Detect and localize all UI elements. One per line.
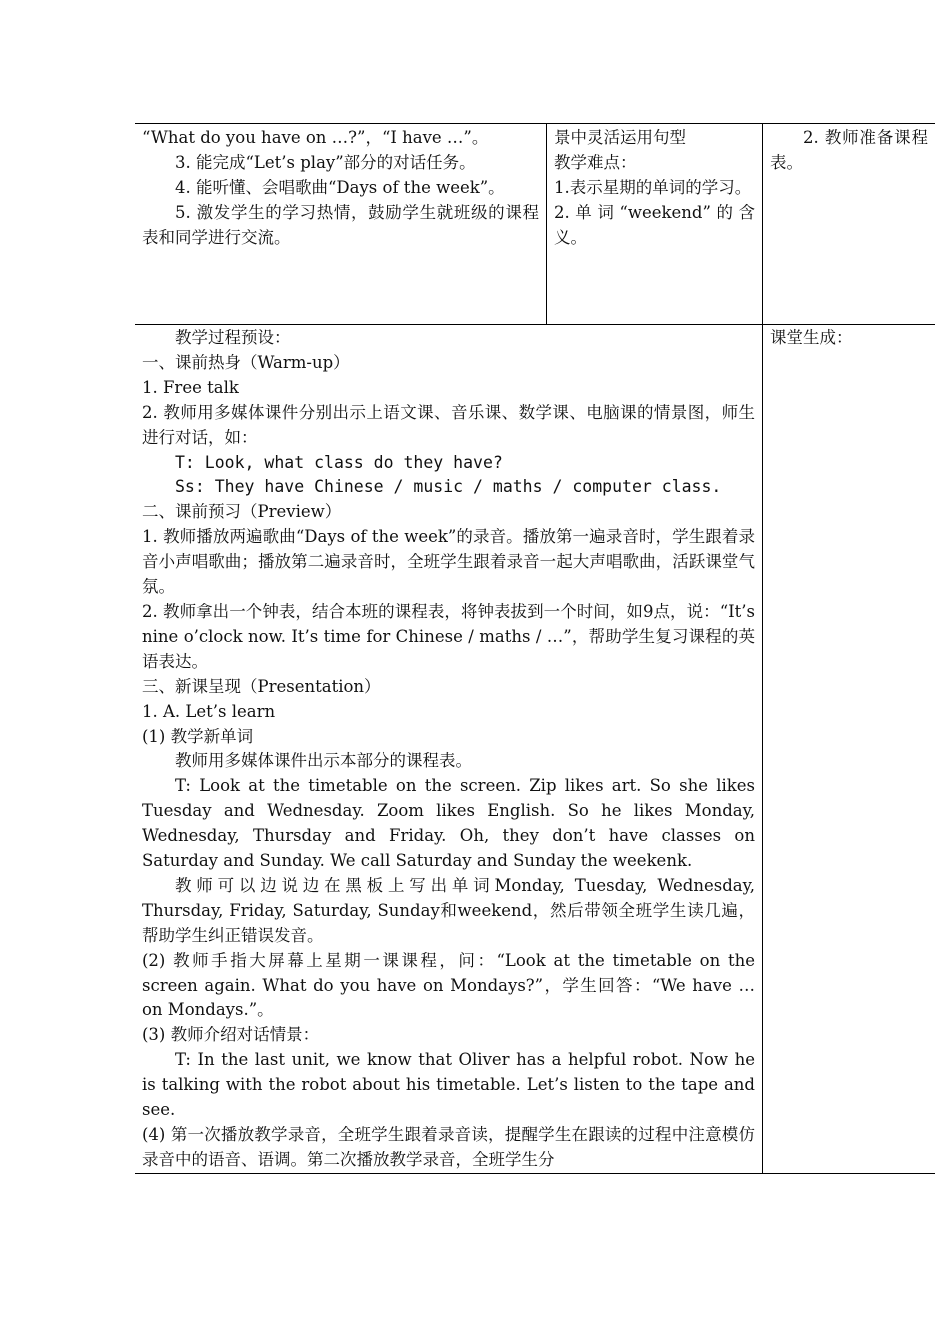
notes-cell xyxy=(763,325,936,1174)
warmup-step-2: 2. 教师用多媒体课件分别出示上语文课、音乐课、数学课、电脑课的情景图，师生进行对话，如： xyxy=(142,402,755,447)
presentation-step-1: (1) 教学新单词 xyxy=(142,726,254,746)
key-points-cell xyxy=(547,124,763,325)
section-presentation-heading: 三、新课呈现（Presentation） xyxy=(142,676,381,696)
dialogue-students-line: Ss: They have Chinese / music / maths / computer class. xyxy=(175,477,722,497)
preview-step-1: 1. 教师播放两遍歌曲“Days of the week”的录音。播放第一遍录音时，学生跟着录音小声唱歌曲；播放第二遍录音时，全班学生跟着录音一起大声唱歌曲，活跃课堂气氛。 xyxy=(142,527,755,597)
difficulty-heading: 教学难点： xyxy=(554,152,637,172)
presentation-blackboard-note: 教师可以边说边在黑板上写出单词Monday, Tuesday, Wednesday, Thursday, Friday, Saturday, Sunday和weekend，然后带领全班学生读几遍，帮助学生纠正错误发音。 xyxy=(142,875,755,945)
presentation-teacher-speech-1: T: Look at the timetable on the screen. Zip likes art. So she likes Tuesday and Wednesday. Zoom likes English. So he likes Monday, Wednesday, Thursday and Friday. Oh, they don’t have classes on Saturday and Sunday. We call Saturday and Sunday the weekenk. xyxy=(142,776,755,871)
dialogue-teacher-line: T: Look, what class do they have? xyxy=(175,452,503,472)
presentation-subheading: 1. A. Let’s learn xyxy=(142,701,276,721)
lesson-plan-table xyxy=(135,123,935,1174)
difficulty-line-2: 2.单词“weekend”的含义。 xyxy=(554,202,755,247)
presentation-teacher-speech-2: T: In the last unit, we know that Oliver has a helpful robot. Now he is talking with the robot about his timetable. Let’s listen to the tape and see. xyxy=(142,1050,755,1120)
preparation-line-2: 2. 教师准备课程表。 xyxy=(770,128,928,172)
process-cell xyxy=(135,325,763,1174)
section-warmup-heading: 一、课前热身（Warm-up） xyxy=(142,352,350,372)
objective-line-1: “What do you have on …?”，“I have …”。 xyxy=(142,128,489,147)
presentation-step-3: (3) 教师介绍对话情景： xyxy=(142,1025,320,1045)
presentation-step-4: (4) 第一次播放教学录音，全班学生跟着录音读，提醒学生在跟读的过程中注意模仿录音中的语音、语调。第二次播放教学录音，全班学生分 xyxy=(142,1125,755,1169)
objective-line-4: 4. 能听懂、会唱歌曲“Days of the week”。 xyxy=(175,177,505,197)
presentation-step-1-note: 教师用多媒体课件出示本部分的课程表。 xyxy=(175,751,472,771)
difficulty-line-1: 1.表示星期的单词的学习。 xyxy=(554,177,752,197)
key-point-line-1: 景中灵活运用句型 xyxy=(554,128,686,147)
notes-label: 课堂生成： xyxy=(770,328,853,347)
preview-step-2: 2. 教师拿出一个钟表，结合本班的课程表，将钟表拔到一个时间，如9点，说：“It’s nine o’clock now. It’s time for Chinese / maths / …”，帮助学生复习课程的英语表达。 xyxy=(142,601,755,671)
objectives-cell xyxy=(135,124,547,325)
objectives-row xyxy=(135,124,935,325)
presentation-step-2: (2) 教师手指大屏幕上星期一课课程，问：“Look at the timetable on the screen again. What do you have on Mondays?”，学生回答：“We have … on Mondays.”。 xyxy=(142,950,755,1020)
preparation-cell xyxy=(763,124,936,325)
section-preview-heading: 二、课前预习（Preview） xyxy=(142,502,342,522)
objective-line-3: 3. 能完成“Let’s play”部分的对话任务。 xyxy=(175,152,476,172)
objective-line-5: 5. 激发学生的学习热情，鼓励学生就班级的课程表和同学进行交流。 xyxy=(142,202,539,247)
process-row xyxy=(135,325,935,1174)
warmup-step-1: 1. Free talk xyxy=(142,377,239,397)
process-heading: 教学过程预设： xyxy=(175,328,291,347)
